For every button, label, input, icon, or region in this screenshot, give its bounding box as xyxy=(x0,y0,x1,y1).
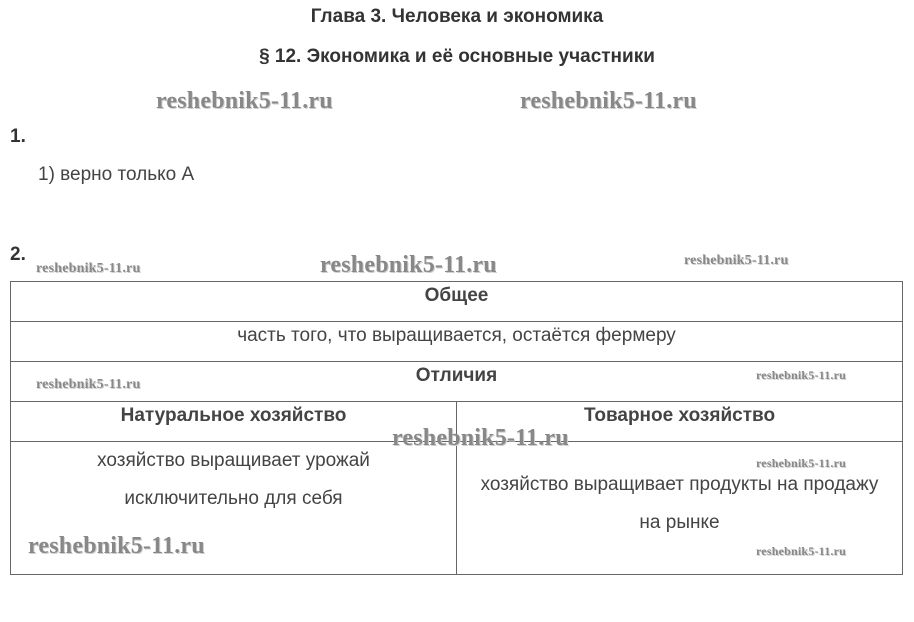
watermark: reshebnik5-11.ru xyxy=(756,544,846,558)
watermark: reshebnik5-11.ru xyxy=(320,252,497,278)
common-text: часть того, что выращивается, остаётся фермеру xyxy=(11,322,903,362)
watermark: reshebnik5-11.ru xyxy=(36,261,141,276)
watermark: reshebnik5-11.ru xyxy=(392,425,569,451)
task-number: 2. xyxy=(10,244,26,265)
watermark: reshebnik5-11.ru xyxy=(28,533,205,559)
task-number: 1. xyxy=(10,126,26,147)
section-title: § 12. Экономика и её основные участники xyxy=(259,46,655,67)
cell-text: хозяйство выращивает урожай исключительно для себя xyxy=(97,450,370,509)
watermark: reshebnik5-11.ru xyxy=(36,377,141,392)
task-answer: 1) верно только А xyxy=(38,164,195,185)
watermark: reshebnik5-11.ru xyxy=(756,456,846,470)
watermark: reshebnik5-11.ru xyxy=(756,368,846,382)
cell-text: хозяйство выращивает продукты на продажу на рынке xyxy=(480,474,879,533)
watermark: reshebnik5-11.ru xyxy=(684,253,789,268)
chapter-title: Глава 3. Человека и экономика xyxy=(310,6,604,27)
column-header-natural: Натуральное хозяйство xyxy=(11,402,457,442)
watermark: reshebnik5-11.ru xyxy=(520,88,697,114)
watermark: reshebnik5-11.ru xyxy=(156,88,333,114)
column-header-commodity: Товарное хозяйство xyxy=(457,402,903,442)
differences-header: Отличия xyxy=(11,362,903,402)
common-header: Общее xyxy=(11,282,903,322)
